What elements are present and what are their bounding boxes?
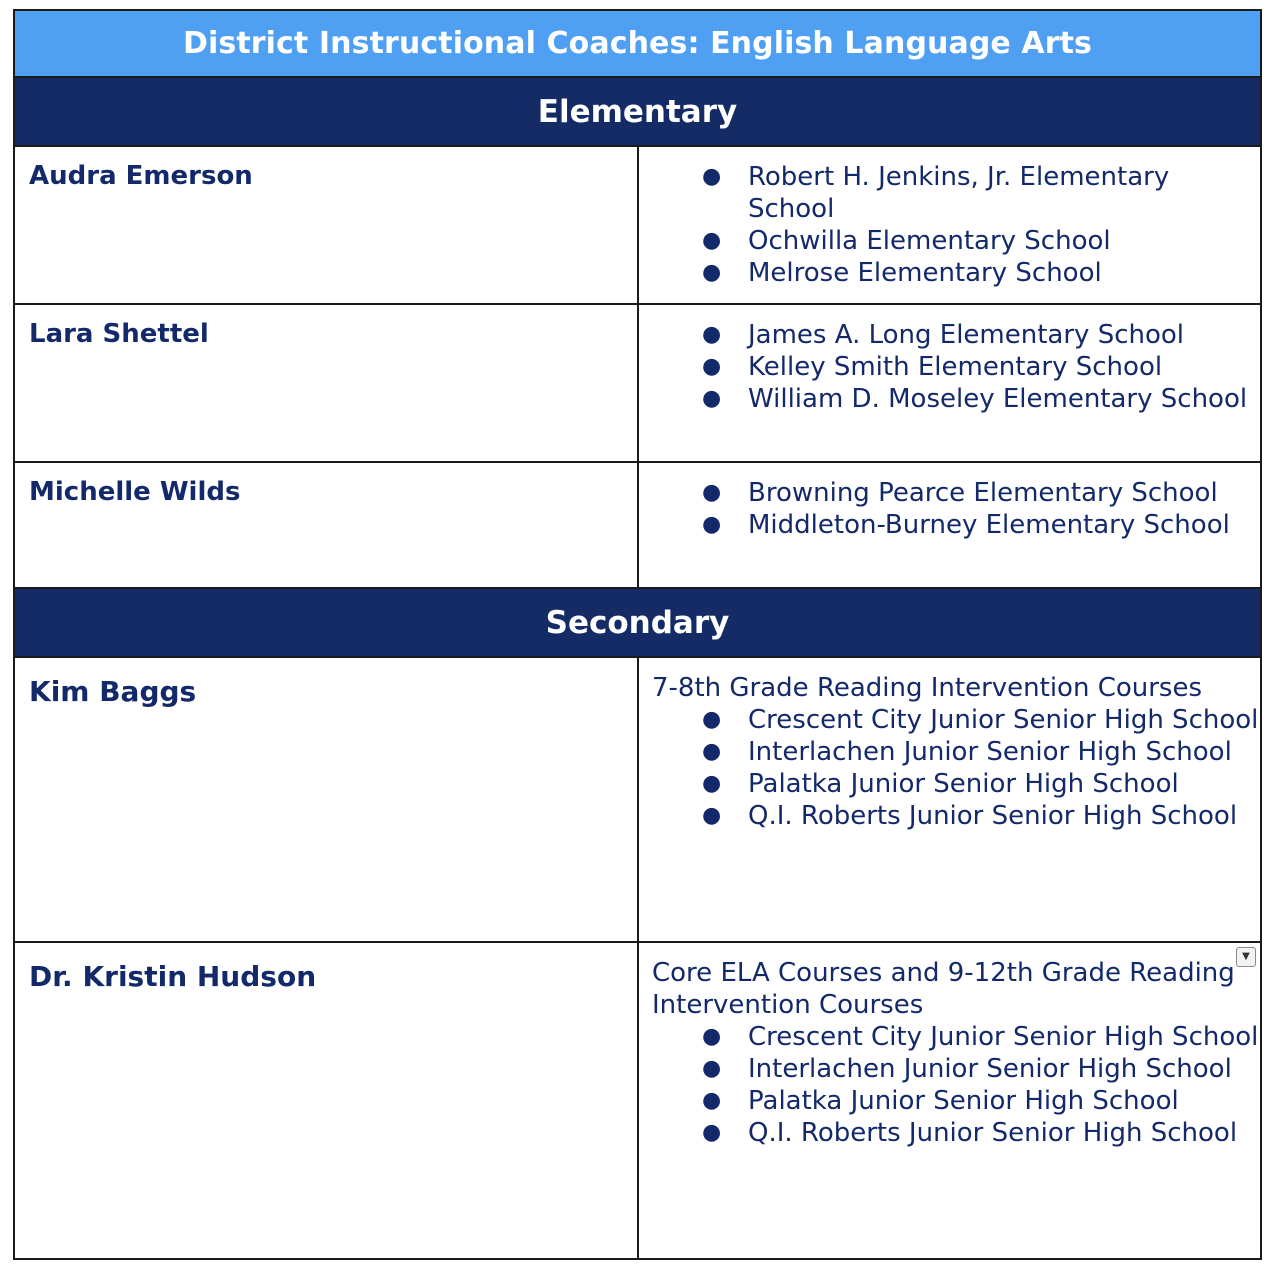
list-item: ● Q.I. Roberts Junior Senior High School — [702, 801, 1238, 831]
list-item: ● Robert H. Jenkins, Jr. Elementary School — [702, 162, 1170, 224]
list-item: ● Crescent City Junior Senior High School — [702, 1022, 1259, 1052]
coach-name: Dr. Kristin Hudson — [15, 943, 639, 1258]
list-item: ● Ochwilla Elementary School — [702, 226, 1111, 256]
school-list-cell — [639, 147, 1260, 303]
bullet-icon: ● — [702, 739, 722, 764]
course-description: Core ELA Courses and 9-12th Grade Reading Intervention Courses — [652, 958, 1235, 1020]
bullet-icon: ● — [702, 512, 722, 537]
bullet-icon: ● — [702, 1120, 722, 1145]
list-item: ● Kelley Smith Elementary School — [702, 352, 1163, 382]
bullet-icon: ● — [702, 386, 722, 411]
bullet-icon: ● — [702, 322, 722, 347]
school-list-cell — [639, 658, 1260, 941]
list-item: ● Middleton-Burney Elementary School — [702, 510, 1230, 540]
course-description: 7-8th Grade Reading Intervention Courses — [652, 673, 1203, 703]
bullet-icon: ● — [702, 803, 722, 828]
coach-name: Kim Baggs — [15, 658, 639, 941]
list-item: ● Melrose Elementary School — [702, 258, 1102, 288]
coach-name: Audra Emerson — [15, 147, 639, 303]
bullet-icon: ● — [702, 354, 722, 379]
table-row — [13, 658, 1262, 943]
school-list-cell — [639, 943, 1260, 1258]
table-row — [13, 463, 1262, 589]
bullet-icon: ● — [702, 228, 722, 253]
list-item: ● Q.I. Roberts Junior Senior High School — [702, 1118, 1238, 1148]
school-list — [652, 1021, 1260, 1149]
list-item: ● Browning Pearce Elementary School — [702, 478, 1218, 508]
dropdown-arrow-icon[interactable]: ▼ — [1236, 947, 1256, 967]
coach-name: Michelle Wilds — [15, 463, 639, 587]
list-item: ● Palatka Junior Senior High School — [702, 769, 1179, 799]
section-header-secondary — [13, 589, 1262, 658]
school-list-cell — [639, 463, 1260, 587]
list-item: ● Interlachen Junior Senior High School — [702, 1054, 1232, 1084]
section-header-elementary — [13, 78, 1262, 147]
list-item: ● James A. Long Elementary School — [702, 320, 1185, 350]
school-list — [652, 704, 1260, 832]
coach-name: Lara Shettel — [15, 305, 639, 461]
list-item: ● Palatka Junior Senior High School — [702, 1086, 1179, 1116]
list-item: ● Interlachen Junior Senior High School — [702, 737, 1232, 767]
school-list — [652, 477, 1260, 541]
table-row — [13, 943, 1262, 1260]
bullet-icon: ● — [702, 164, 722, 189]
bullet-icon: ● — [702, 707, 722, 732]
bullet-icon: ● — [702, 771, 722, 796]
school-list — [652, 161, 1260, 289]
bullet-icon: ● — [702, 1088, 722, 1113]
table-title: District Instructional Coaches: English Language Arts — [182, 26, 1093, 61]
list-item: ● Crescent City Junior Senior High School — [702, 705, 1259, 735]
list-item: ● William D. Moseley Elementary School — [702, 384, 1248, 414]
section-heading: Elementary — [537, 93, 738, 130]
bullet-icon: ● — [702, 480, 722, 505]
bullet-icon: ● — [702, 260, 722, 285]
bullet-icon: ● — [702, 1024, 722, 1049]
school-list — [652, 319, 1260, 415]
table-title-row — [13, 9, 1262, 78]
school-list-cell — [639, 305, 1260, 461]
table-row — [13, 147, 1262, 305]
section-heading: Secondary — [545, 604, 730, 641]
table-row — [13, 305, 1262, 463]
bullet-icon: ● — [702, 1056, 722, 1081]
